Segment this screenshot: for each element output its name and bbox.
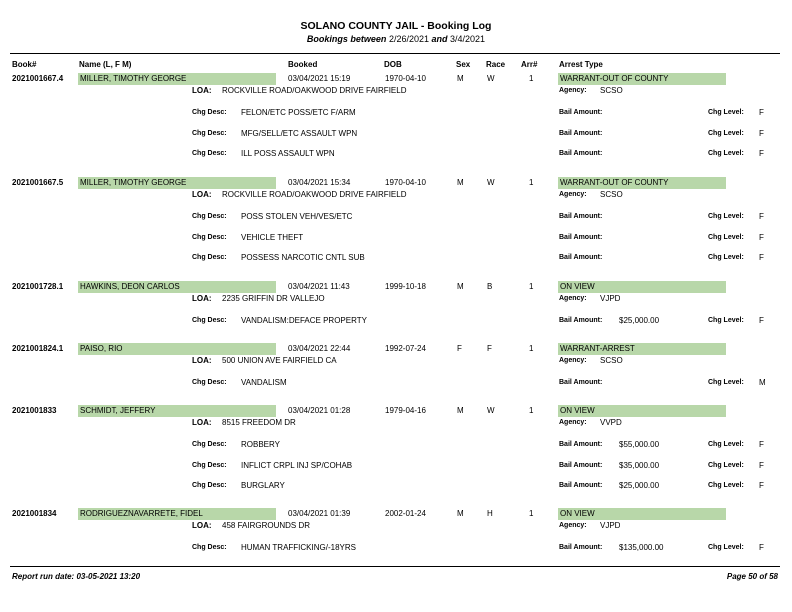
agency-value: VJPD	[600, 521, 621, 530]
sex: M	[457, 282, 464, 291]
chg-level-value: F	[759, 128, 764, 138]
bail-amount-label: Bail Amount:	[559, 254, 603, 261]
subtitle-end: 3/4/2021	[450, 34, 486, 44]
chg-desc-value: POSS STOLEN VEH/VES/ETC	[241, 212, 353, 221]
race: W	[487, 178, 495, 187]
arrest-number: 1	[529, 282, 534, 291]
col-header-race: Race	[486, 60, 506, 69]
chg-level-value: F	[759, 149, 764, 158]
inmate-name: MILLER, TIMOTHY GEORGE	[80, 74, 187, 83]
chg-desc-value: FELON/ETC POSS/ETC F/ARM	[241, 108, 356, 117]
chg-level-label: Chg Level:	[708, 461, 744, 469]
chg-desc-label: Chg Desc:	[192, 544, 227, 551]
arrest-number: 1	[529, 178, 534, 187]
subtitle-prefix: Bookings between	[306, 34, 387, 44]
bail-amount-label: Bail Amount:	[559, 482, 603, 489]
race: W	[487, 406, 495, 415]
inmate-name: MILLER, TIMOTHY GEORGE	[80, 178, 187, 187]
agency-value: VJPD	[600, 294, 621, 303]
sex: M	[457, 74, 464, 83]
loa-label: LOA:	[192, 418, 212, 427]
inmate-name: SCHMIDT, JEFFERY	[80, 406, 156, 415]
bail-amount-label: Bail Amount:	[559, 129, 603, 137]
report-subtitle	[0, 34, 792, 44]
chg-desc-label: Chg Desc:	[192, 213, 227, 220]
dob: 1970-04-10	[385, 178, 426, 187]
bail-amount-value: $35,000.00	[619, 460, 660, 470]
bail-amount-label: Bail Amount:	[559, 109, 603, 116]
chg-desc-label: Chg Desc:	[192, 233, 227, 241]
book-number: 2021001824.1	[12, 344, 64, 353]
loa-value: 458 FAIRGROUNDS DR	[222, 521, 311, 530]
bail-amount-value: $55,000.00	[619, 440, 660, 449]
chg-level-value: F	[759, 253, 764, 262]
loa-value: 500 UNION AVE FAIRFIELD CA	[222, 356, 337, 365]
chg-desc-label: Chg Desc:	[192, 129, 227, 137]
chg-level-value: F	[759, 316, 764, 325]
dob: 1979-04-16	[385, 406, 426, 415]
chg-level-value: F	[759, 232, 764, 242]
agency-label: Agency:	[559, 295, 587, 302]
chg-desc-value: ILL POSS ASSAULT WPN	[241, 149, 335, 158]
booked-datetime: 03/04/2021 22:44	[288, 344, 351, 353]
chg-level-label: Chg Level:	[708, 317, 744, 324]
book-number: 2021001834	[12, 509, 57, 518]
footer-rule	[10, 566, 780, 567]
bail-amount-label: Bail Amount:	[559, 233, 603, 241]
bail-amount-value: $135,000.00	[619, 543, 664, 552]
inmate-name: HAWKINS, DEON CARLOS	[80, 282, 180, 291]
bail-amount-label: Bail Amount:	[559, 379, 603, 386]
chg-level-label: Chg Level:	[708, 109, 744, 116]
col-header-book: Book#	[12, 60, 37, 69]
race: F	[487, 344, 492, 353]
chg-desc-value: VANDALISM:DEFACE PROPERTY	[241, 316, 367, 325]
chg-level-value: F	[759, 543, 764, 552]
arrest-number: 1	[529, 406, 534, 415]
booked-datetime: 03/04/2021 01:28	[288, 406, 351, 415]
page-number: Page 50 of 58	[726, 572, 778, 581]
agency-value: SCSO	[600, 86, 623, 95]
chg-desc-value: VEHICLE THEFT	[241, 232, 304, 242]
race: H	[487, 509, 493, 518]
chg-desc-label: Chg Desc:	[192, 317, 227, 324]
chg-level-label: Chg Level:	[708, 213, 744, 220]
chg-level-label: Chg Level:	[708, 233, 744, 241]
dob: 1970-04-10	[385, 74, 426, 83]
header-top-rule	[10, 53, 780, 54]
loa-value: ROCKVILLE ROAD/OAKWOOD DRIVE FAIRFIELD	[222, 190, 407, 199]
col-header-booked: Booked	[288, 60, 318, 69]
agency-value: SCSO	[600, 190, 623, 199]
dob: 1992-07-24	[385, 344, 426, 353]
col-header-name: Name (L, F M)	[79, 60, 132, 69]
col-header-arr: Arr#	[521, 60, 538, 69]
loa-value: 8515 FREEDOM DR	[222, 418, 296, 427]
loa-value: 2235 GRIFFIN DR VALLEJO	[222, 294, 325, 303]
col-header-sex: Sex	[456, 60, 471, 69]
book-number: 2021001667.4	[12, 74, 64, 83]
chg-level-label: Chg Level:	[708, 150, 744, 157]
bail-amount-value: $25,000.00	[619, 481, 660, 490]
arrest-number: 1	[529, 344, 534, 353]
chg-level-value: F	[759, 481, 764, 490]
chg-level-label: Chg Level:	[708, 441, 744, 448]
chg-desc-value: MFG/SELL/ETC ASSAULT WPN	[241, 128, 358, 138]
dob: 1999-10-18	[385, 282, 426, 291]
chg-level-value: F	[759, 108, 764, 117]
bail-amount-label: Bail Amount:	[559, 213, 603, 220]
col-header-arrest-type: Arrest Type	[559, 60, 603, 69]
chg-level-value: M	[759, 378, 766, 387]
arrest-number: 1	[529, 74, 534, 83]
booked-datetime: 03/04/2021 15:19	[288, 74, 351, 83]
chg-level-value: F	[759, 212, 764, 221]
bail-amount-label: Bail Amount:	[559, 441, 603, 448]
chg-desc-label: Chg Desc:	[192, 254, 227, 261]
booked-datetime: 03/04/2021 11:43	[288, 282, 350, 291]
arrest-type: ON VIEW	[560, 509, 595, 518]
report-title: SOLANO COUNTY JAIL - Booking Log	[300, 20, 492, 32]
chg-level-label: Chg Level:	[708, 482, 744, 489]
chg-level-value: F	[759, 460, 764, 470]
chg-desc-label: Chg Desc:	[192, 109, 227, 116]
booked-datetime: 03/04/2021 01:39	[288, 509, 351, 518]
sex: F	[457, 344, 462, 353]
arrest-type: WARRANT-OUT OF COUNTY	[560, 178, 669, 187]
inmate-name: RODRIGUEZNAVARRETE, FIDEL	[80, 509, 203, 518]
subtitle-and: and	[431, 34, 448, 44]
col-header-dob: DOB	[384, 60, 402, 69]
chg-desc-value: VANDALISM	[241, 378, 287, 387]
agency-label: Agency:	[559, 87, 587, 94]
arrest-type: ON VIEW	[560, 406, 595, 415]
chg-desc-label: Chg Desc:	[192, 482, 227, 489]
arrest-type: WARRANT-OUT OF COUNTY	[560, 74, 669, 83]
chg-desc-value: ROBBERY	[241, 440, 280, 449]
agency-label: Agency:	[559, 522, 587, 529]
chg-level-label: Chg Level:	[708, 379, 744, 386]
chg-desc-value: INFLICT CRPL INJ SP/COHAB	[241, 460, 353, 470]
bail-amount-label: Bail Amount:	[559, 461, 603, 469]
arrest-number: 1	[529, 509, 534, 518]
report-run-date: Report run date: 03-05-2021 13:20	[12, 572, 141, 581]
race: B	[487, 282, 493, 291]
bail-amount-label: Bail Amount:	[559, 317, 603, 324]
loa-label: LOA:	[192, 356, 212, 365]
agency-label: Agency:	[559, 419, 587, 426]
sex: M	[457, 406, 464, 415]
chg-level-label: Chg Level:	[708, 129, 744, 137]
arrest-type: ON VIEW	[560, 282, 595, 291]
book-number: 2021001833	[12, 406, 57, 415]
agency-value: SCSO	[600, 356, 623, 365]
inmate-name: PAISO, RIO	[80, 344, 123, 353]
bail-amount-label: Bail Amount:	[559, 150, 603, 157]
chg-desc-label: Chg Desc:	[192, 150, 227, 157]
loa-label: LOA:	[192, 86, 212, 95]
sex: M	[457, 178, 464, 187]
loa-label: LOA:	[192, 521, 212, 530]
loa-label: LOA:	[192, 294, 212, 303]
bail-amount-value: $25,000.00	[619, 316, 660, 325]
chg-level-value: F	[759, 440, 764, 449]
bail-amount-label: Bail Amount:	[559, 544, 603, 551]
book-number: 2021001667.5	[12, 178, 64, 187]
loa-value: ROCKVILLE ROAD/OAKWOOD DRIVE FAIRFIELD	[222, 86, 407, 95]
subtitle-start: 2/26/2021	[388, 34, 429, 44]
sex: M	[457, 509, 464, 518]
agency-label: Agency:	[559, 191, 587, 198]
chg-desc-label: Chg Desc:	[192, 379, 227, 386]
dob: 2002-01-24	[385, 509, 426, 518]
race: W	[487, 74, 495, 83]
chg-desc-value: POSSESS NARCOTIC CNTL SUB	[241, 253, 365, 262]
agency-value: VVPD	[600, 418, 622, 427]
chg-desc-label: Chg Desc:	[192, 461, 227, 469]
chg-desc-value: BURGLARY	[241, 481, 285, 490]
book-number: 2021001728.1	[12, 282, 64, 291]
chg-desc-label: Chg Desc:	[192, 441, 227, 448]
chg-desc-value: HUMAN TRAFFICKING/-18YRS	[241, 543, 356, 552]
booked-datetime: 03/04/2021 15:34	[288, 178, 351, 187]
agency-label: Agency:	[559, 357, 587, 364]
arrest-type: WARRANT-ARREST	[560, 344, 635, 353]
chg-level-label: Chg Level:	[708, 254, 744, 261]
chg-level-label: Chg Level:	[708, 544, 744, 551]
loa-label: LOA:	[192, 190, 212, 199]
